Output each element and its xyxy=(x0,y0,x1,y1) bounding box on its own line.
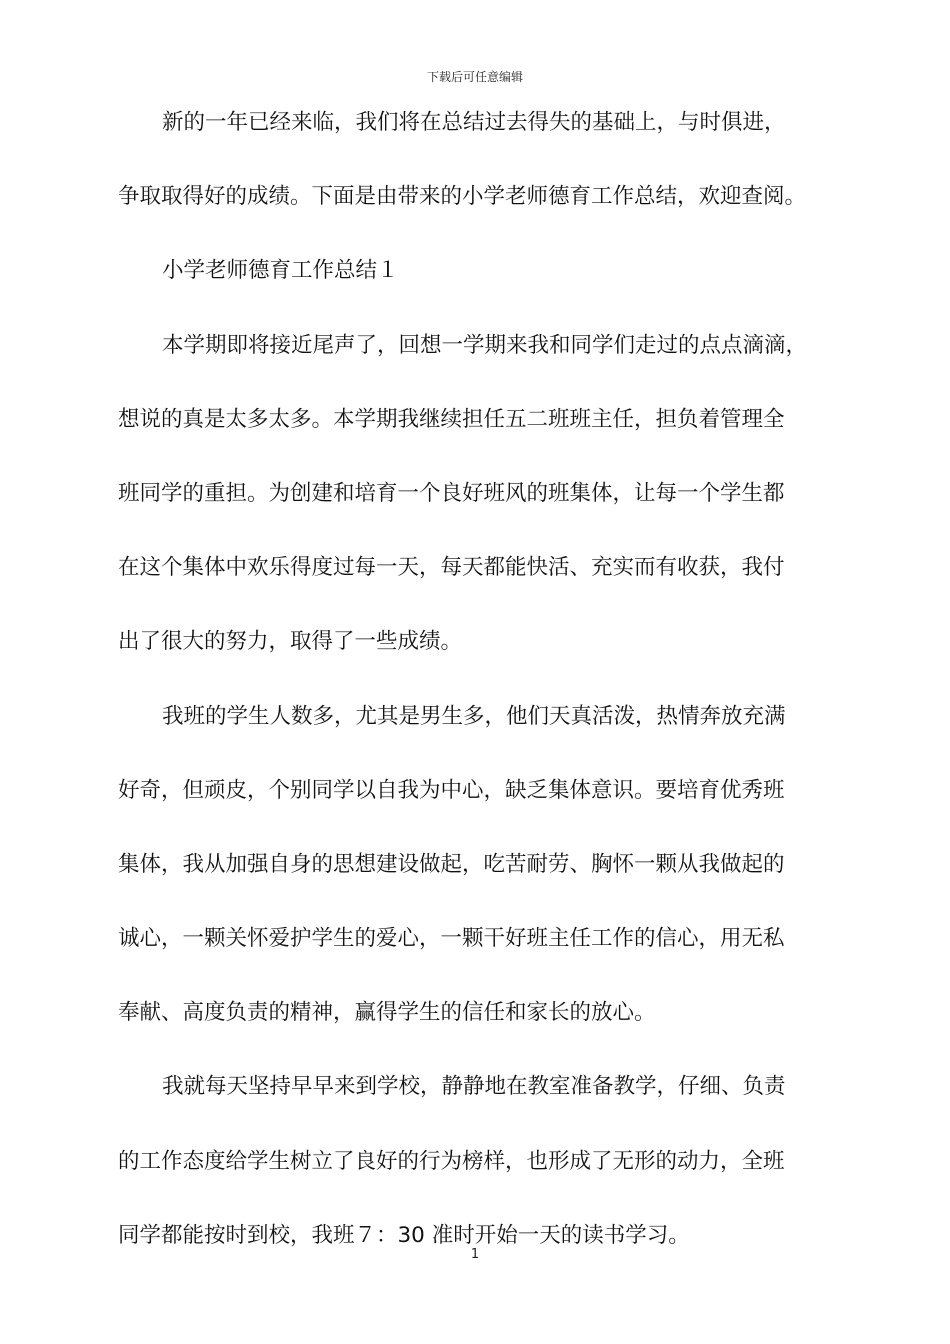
text-line: 想说的真是太多太多。本学期我继续担任五二班班主任，担负着管理全 xyxy=(118,406,785,432)
page-number: 1 xyxy=(470,1247,480,1262)
text-line: 本学期即将接近尾声了，回想一学期来我和同学们走过的点点滴滴， xyxy=(162,332,808,358)
text-line: 同学都能按时到校，我班７：30 准时开始一天的读书学习。 xyxy=(118,1222,690,1248)
text-line: 班同学的重担。为创建和培育一个良好班风的班集体，让每一个学生都 xyxy=(118,480,785,506)
text-line: 奉献、高度负责的精神，赢得学生的信任和家长的放心。 xyxy=(118,1000,656,1026)
text-line: 小学老师德育工作总结１ xyxy=(162,258,399,284)
text-line: 出了很大的努力，取得了一些成绩。 xyxy=(118,629,463,655)
document-body xyxy=(118,103,830,1290)
text-line: 诚心，一颗关怀爱护学生的爱心，一颗干好班主任工作的信心，用无私 xyxy=(118,926,785,952)
text-line: 争取取得好的成绩。下面是由带来的小学老师德育工作总结，欢迎查阅。 xyxy=(118,184,807,210)
text-line: 我就每天坚持早早来到学校，静静地在教室准备教学，仔细、负责 xyxy=(162,1074,786,1100)
text-line: 的工作态度给学生树立了良好的行为榜样，也形成了无形的动力，全班 xyxy=(118,1148,785,1174)
page-header: 下载后可任意编辑 xyxy=(426,70,523,84)
text-line: 新的一年已经来临，我们将在总结过去得失的基础上，与时俱进， xyxy=(162,110,786,135)
text-line: 好奇，但顽皮，个别同学以自我为中心，缺乏集体意识。要培育优秀班 xyxy=(118,777,785,803)
text-line: 集体，我从加强自身的思想建设做起，吃苦耐劳、胸怀一颗从我做起的 xyxy=(118,851,785,877)
text-line: 在这个集体中欢乐得度过每一天，每天都能快活、充实而有收获，我付 xyxy=(118,555,785,581)
text-line: 我班的学生人数多，尤其是男生多，他们天真活泼，热情奔放充满 xyxy=(162,703,786,729)
